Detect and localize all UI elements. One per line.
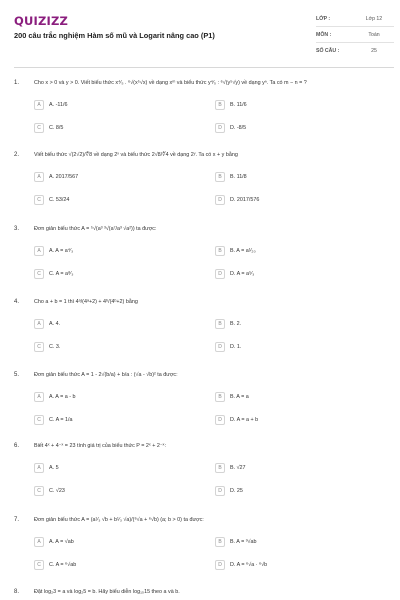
question-item <box>0 372 400 444</box>
option-text: C. A = a⁸⁄₃ <box>49 270 74 277</box>
question-number: 8. <box>14 589 20 595</box>
option-text: C. 3. <box>49 343 61 350</box>
option-b[interactable] <box>215 245 256 256</box>
option-letter-box: A <box>34 246 44 256</box>
question-text: Đơn giản biểu thức A = ⁵√(a³ ³√(a⁷/a³ √a²)) ta được: <box>34 226 157 232</box>
meta-label: LỚP : <box>316 15 331 22</box>
option-text: C. √23 <box>49 487 65 494</box>
option-b[interactable] <box>215 462 246 473</box>
option-letter-box: B <box>215 319 225 329</box>
option-text: C. A = 1/a <box>49 416 73 423</box>
question-item <box>0 517 400 589</box>
option-letter-box: C <box>34 123 44 133</box>
option-letter-box: C <box>34 415 44 425</box>
option-text: D. 2017/576 <box>230 196 260 203</box>
question-text: Đặt log₂3 = a và log₂5 = b. Hãy biểu diễn log₁₅15 theo a và b. <box>34 589 180 595</box>
question-item <box>0 226 400 298</box>
meta-row-count <box>316 43 394 59</box>
option-letter-box: C <box>34 195 44 205</box>
option-text: A. A = a - b <box>49 393 76 400</box>
option-letter-box: D <box>215 123 225 133</box>
option-letter-box: B <box>215 246 225 256</box>
header-divider <box>14 67 394 68</box>
option-a[interactable] <box>34 391 76 402</box>
option-text: B. 11/8 <box>230 173 247 180</box>
option-d[interactable] <box>215 268 254 279</box>
option-letter-box: A <box>34 100 44 110</box>
option-letter-box: D <box>215 195 225 205</box>
question-item <box>0 589 400 600</box>
option-c[interactable] <box>34 194 69 205</box>
question-item <box>0 443 400 515</box>
option-letter-box: D <box>215 269 225 279</box>
question-number: 2. <box>14 152 20 158</box>
question-item <box>0 152 400 224</box>
option-a[interactable] <box>34 462 59 473</box>
option-b[interactable] <box>215 391 249 402</box>
option-c[interactable] <box>34 414 73 425</box>
option-letter-box: C <box>34 486 44 496</box>
option-a[interactable] <box>34 318 60 329</box>
worksheet-header <box>0 0 400 66</box>
option-a[interactable] <box>34 536 74 547</box>
option-letter-box: C <box>34 560 44 570</box>
option-d[interactable] <box>215 485 243 496</box>
meta-row-subject <box>316 27 394 43</box>
question-number: 4. <box>14 299 20 305</box>
question-number: 3. <box>14 226 20 232</box>
option-letter-box: A <box>34 463 44 473</box>
question-text: Cho x > 0 và y > 0. Viết biểu thức x⁴⁄₅ . ⁶√(x⁵√x) về dạng xᵐ và biểu thức y⁴⁄₅ : ⁶√(y⁵√y) về dạng yⁿ. Ta có m − n = ? <box>34 80 307 86</box>
option-text: D. -8/5 <box>230 124 247 131</box>
option-text: D. A = a + b <box>230 416 259 423</box>
option-letter-box: A <box>34 172 44 182</box>
question-text: Biết 4ˣ + 4⁻ˣ = 23 tính giá trị của biểu thức P = 2ˣ + 2⁻ˣ: <box>34 443 166 449</box>
worksheet-meta-table <box>316 11 394 59</box>
option-text: C. A = ⁶√ab <box>49 561 77 568</box>
question-number: 1. <box>14 80 20 86</box>
question-text: Viết biểu thức √(2√2)/∜8 về dạng 2ˣ và biểu thức 2√8/∜4 về dạng 2ʸ. Ta có x + y bằng <box>34 152 238 158</box>
option-d[interactable] <box>215 194 259 205</box>
option-d[interactable] <box>215 341 241 352</box>
meta-value: Toán <box>368 31 380 38</box>
option-letter-box: A <box>34 392 44 402</box>
question-text: Cho a + b = 1 thì 4ᵃ/(4ᵃ+2) + 4ᵇ/(4ᵇ+2) bằng <box>34 299 138 305</box>
question-item <box>0 299 400 371</box>
meta-value: 25 <box>371 48 377 54</box>
option-letter-box: D <box>215 342 225 352</box>
option-b[interactable] <box>215 536 256 547</box>
option-a[interactable] <box>34 245 73 256</box>
meta-row-class <box>316 11 394 27</box>
option-d[interactable] <box>215 414 258 425</box>
option-text: A. 5 <box>49 464 59 471</box>
option-b[interactable] <box>215 318 241 329</box>
option-text: B. 11/6 <box>230 101 247 108</box>
option-c[interactable] <box>34 122 63 133</box>
option-letter-box: A <box>34 537 44 547</box>
question-text: Đơn giản biểu thức A = (a¹⁄₃ √b + b¹⁄₃ √a)/(⁶√a + ⁶√b) (a; b > 0) ta được: <box>34 517 204 523</box>
option-letter-box: C <box>34 269 44 279</box>
option-text: D. 25 <box>230 487 243 494</box>
option-text: B. √27 <box>230 464 246 471</box>
option-c[interactable] <box>34 559 76 570</box>
question-text: Đơn giản biểu thức A = 1 - 2√(b/a) + b/a : (√a - √b)² ta được: <box>34 372 178 378</box>
option-a[interactable] <box>34 171 78 182</box>
option-letter-box: B <box>215 537 225 547</box>
option-text: C. 53/24 <box>49 196 70 203</box>
option-text: B. A = a¹⁄₂₀ <box>230 247 256 254</box>
option-c[interactable] <box>34 341 60 352</box>
option-text: A. -11/6 <box>49 101 68 108</box>
option-text: A. A = a⁴⁄₃ <box>49 247 74 254</box>
option-letter-box: B <box>215 463 225 473</box>
option-c[interactable] <box>34 268 73 279</box>
option-letter-box: B <box>215 100 225 110</box>
option-text: D. 1. <box>230 343 242 350</box>
option-d[interactable] <box>215 122 246 133</box>
option-letter-box: C <box>34 342 44 352</box>
option-b[interactable] <box>215 171 247 182</box>
option-text: B. A = ³√ab <box>230 538 257 545</box>
option-a[interactable] <box>34 99 67 110</box>
option-c[interactable] <box>34 485 65 496</box>
option-text: A. A = √ab <box>49 538 74 545</box>
meta-label: SỐ CÂU : <box>316 48 340 54</box>
meta-value: Lớp 12 <box>365 15 383 22</box>
option-text: D. A = a⁵⁄₃ <box>230 270 255 277</box>
quizizz-logo: QUIZIZZ <box>14 14 69 28</box>
option-letter-box: A <box>34 319 44 329</box>
option-text: B. 2. <box>230 320 242 327</box>
option-text: D. A = ⁶√a · ⁶√b <box>230 561 268 568</box>
option-text: A. 4. <box>49 320 61 327</box>
option-letter-box: B <box>215 392 225 402</box>
question-item <box>0 80 400 152</box>
option-b[interactable] <box>215 99 247 110</box>
option-text: C. 8/5 <box>49 124 64 131</box>
option-text: B. A = a <box>230 393 249 400</box>
question-number: 5. <box>14 372 20 378</box>
option-letter-box: B <box>215 172 225 182</box>
option-letter-box: D <box>215 560 225 570</box>
option-letter-box: D <box>215 415 225 425</box>
option-text: A. 2017/567 <box>49 173 79 180</box>
meta-label: MÔN : <box>316 31 332 38</box>
page-title: 200 câu trắc nghiệm Hàm số mũ và Logarit nâng cao (P1) <box>14 31 215 40</box>
question-number: 7. <box>14 517 20 523</box>
option-letter-box: D <box>215 486 225 496</box>
question-number: 6. <box>14 443 20 449</box>
option-d[interactable] <box>215 559 267 570</box>
